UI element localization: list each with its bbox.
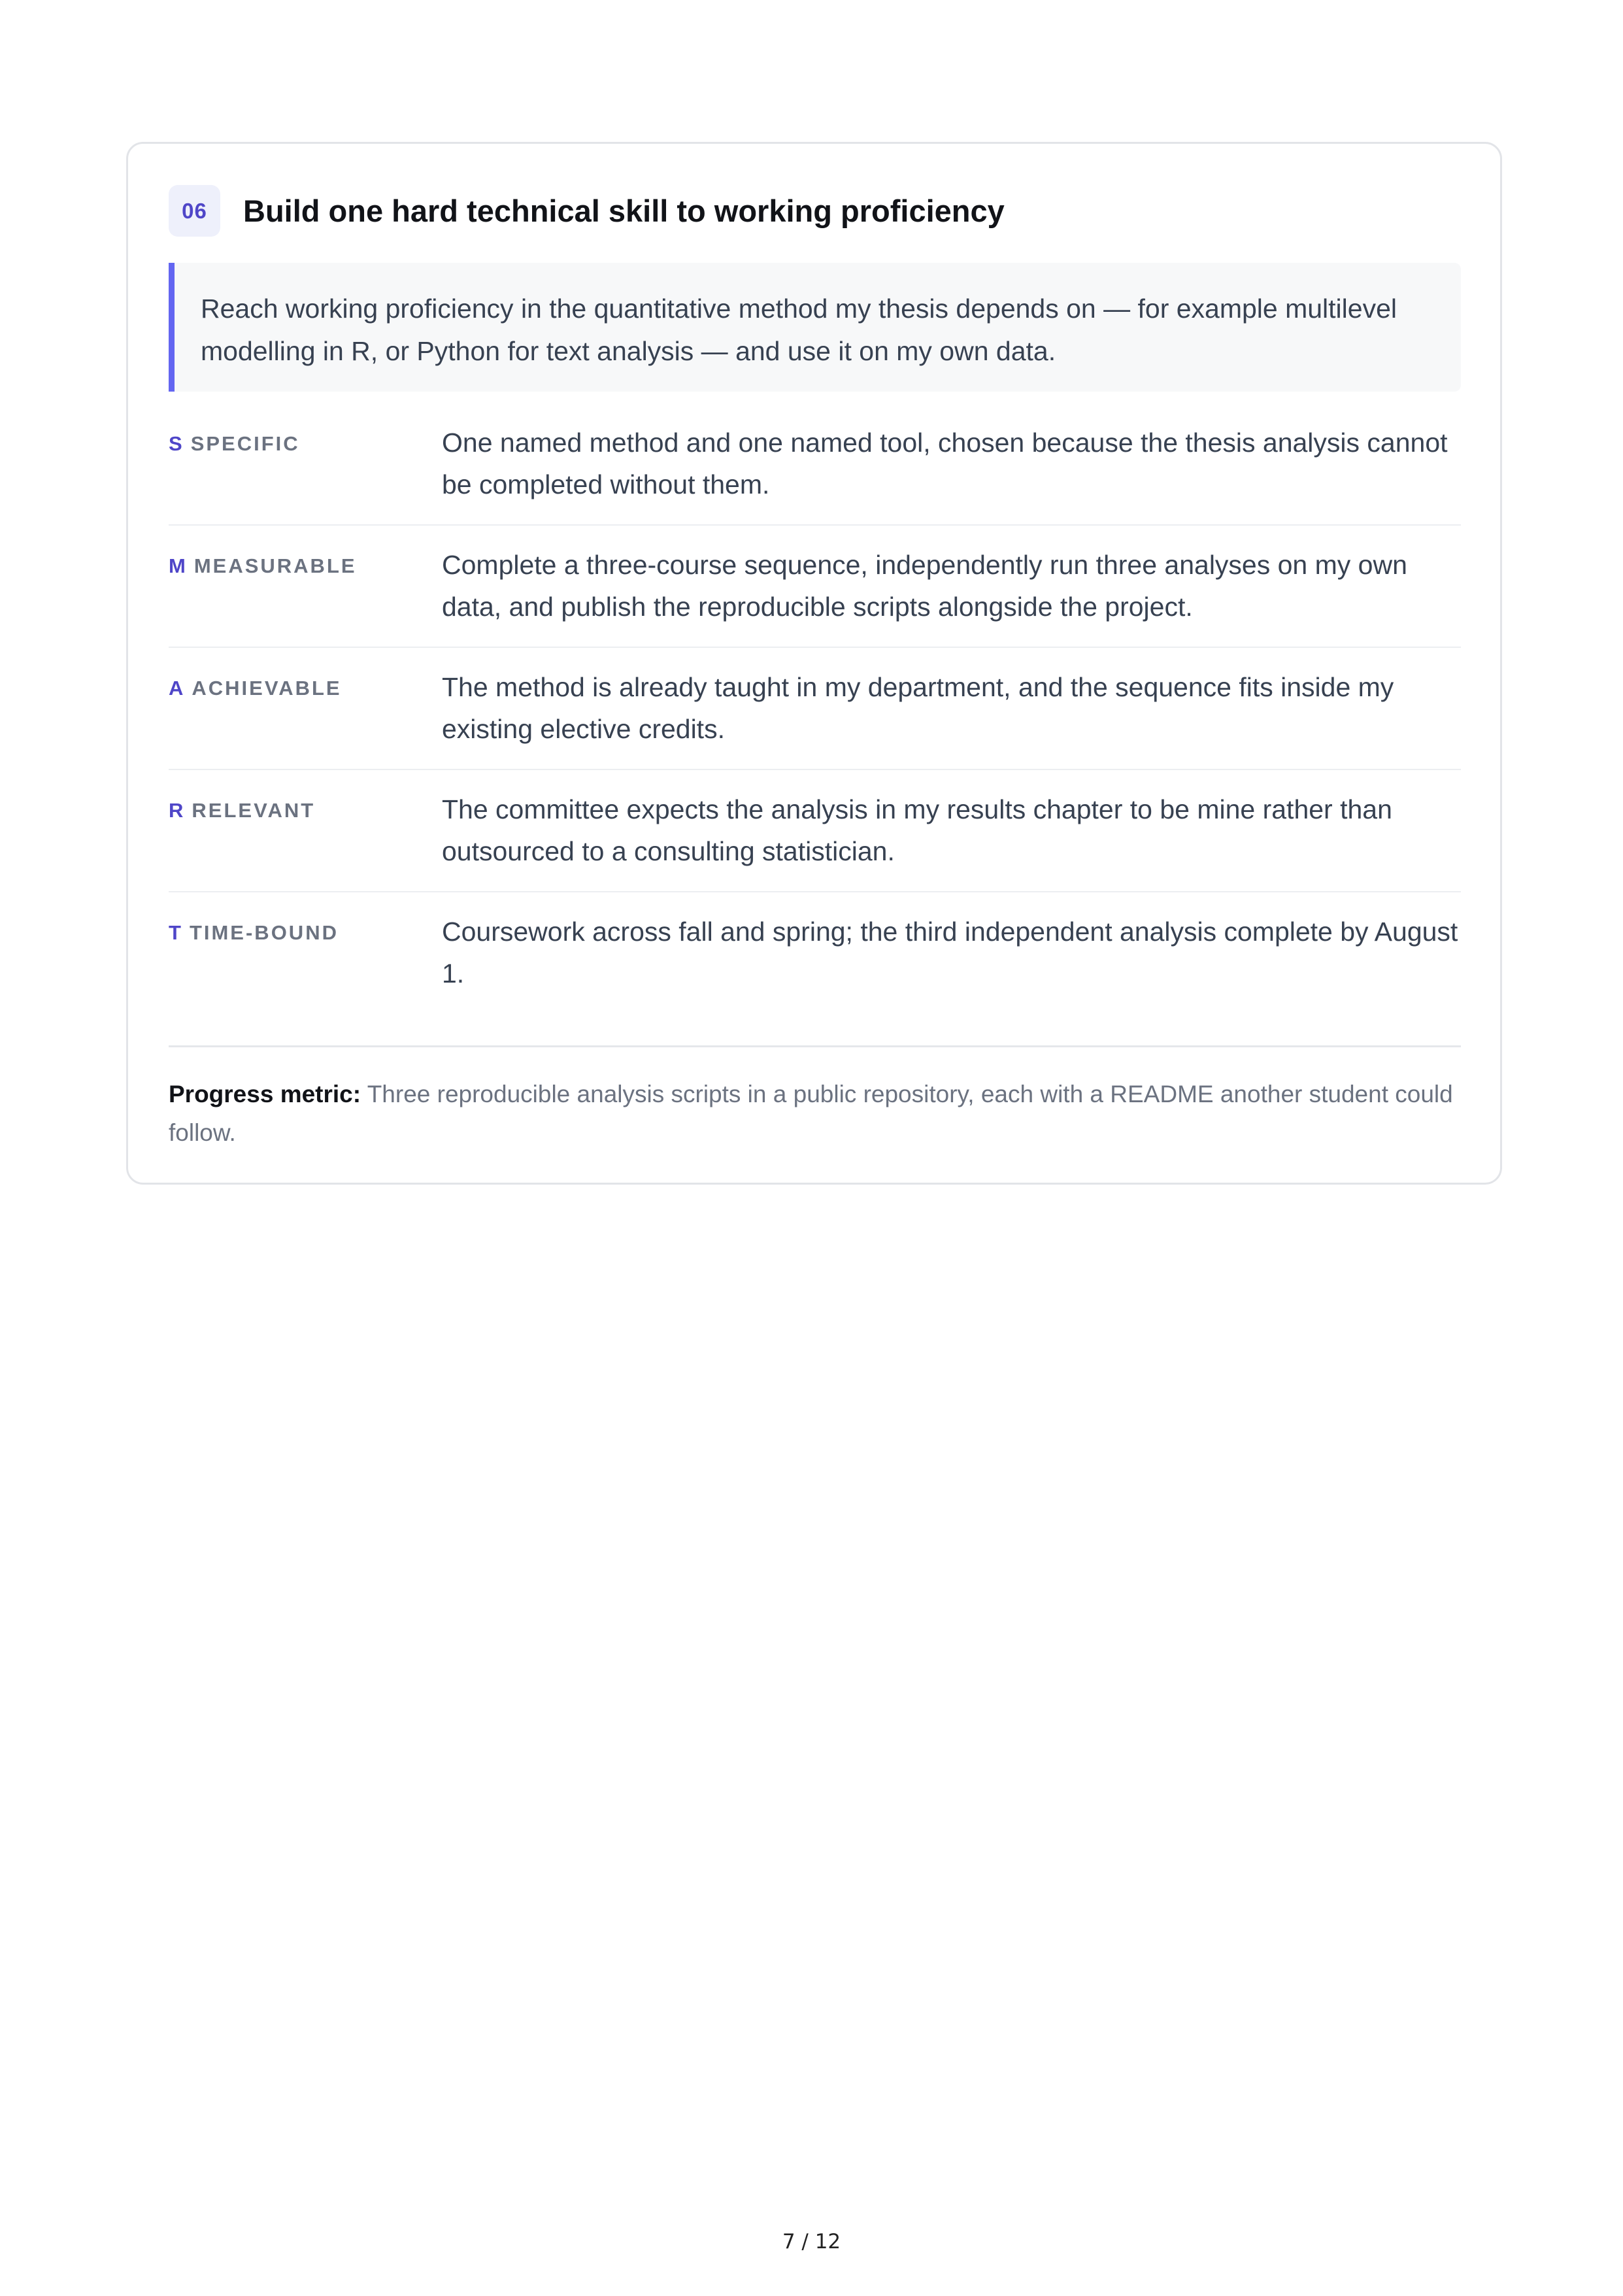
criterion-text: One named method and one named tool, chosen because the thesis analysis cannot be completed without them. bbox=[442, 428, 1448, 499]
criterion-text: The method is already taught in my department, and the sequence fits inside my existing elective credits. bbox=[442, 672, 1394, 744]
criterion-time-bound bbox=[169, 892, 1461, 1015]
goal-summary: Reach working proficiency in the quantitative method my thesis depends on — for example multilevel modelling in R, or Python for text analysis — and use it on my own data. bbox=[169, 263, 1461, 392]
criterion-name: SPECIFIC bbox=[190, 432, 300, 455]
criterion-text: Coursework across fall and spring; the third independent analysis complete by August 1. bbox=[442, 917, 1458, 988]
criterion-label bbox=[169, 554, 357, 578]
goal-number-badge: 06 bbox=[169, 185, 220, 237]
criterion-letter: M bbox=[169, 554, 188, 577]
page-number: 7 / 12 bbox=[782, 2230, 841, 2254]
progress-metric bbox=[169, 1075, 1461, 1152]
criterion-letter: R bbox=[169, 799, 186, 822]
criterion-name: RELEVANT bbox=[192, 799, 316, 822]
criterion-name: MEASURABLE bbox=[193, 554, 357, 577]
criterion-letter: A bbox=[169, 677, 186, 700]
progress-metric-label: Progress metric: bbox=[169, 1081, 361, 1107]
criterion-label bbox=[169, 432, 300, 456]
criterion-measurable bbox=[169, 526, 1461, 648]
criterion-letter: S bbox=[169, 432, 184, 455]
smart-criteria-list bbox=[169, 403, 1461, 1015]
criterion-name: ACHIEVABLE bbox=[192, 677, 342, 700]
criterion-text: Complete a three-course sequence, independently run three analyses on my own data, and publish the reproducible scripts alongside the project. bbox=[442, 550, 1407, 622]
criterion-name: TIME-BOUND bbox=[189, 921, 339, 944]
goal-header bbox=[169, 184, 1005, 237]
criterion-achievable bbox=[169, 648, 1461, 770]
criterion-label bbox=[169, 799, 315, 822]
criterion-relevant bbox=[169, 770, 1461, 892]
criterion-label bbox=[169, 677, 342, 700]
progress-metric-text: Three reproducible analysis scripts in a public repository, each with a README another student could follow. bbox=[169, 1081, 1453, 1146]
criterion-specific bbox=[169, 403, 1461, 526]
goal-title: Build one hard technical skill to working proficiency bbox=[243, 194, 1005, 228]
criterion-letter: T bbox=[169, 921, 183, 944]
goal-card bbox=[126, 142, 1502, 1185]
section-divider bbox=[169, 1045, 1461, 1047]
criterion-label bbox=[169, 921, 339, 945]
criterion-text: The committee expects the analysis in my results chapter to be mine rather than outsourced to a consulting statistician. bbox=[442, 794, 1392, 866]
